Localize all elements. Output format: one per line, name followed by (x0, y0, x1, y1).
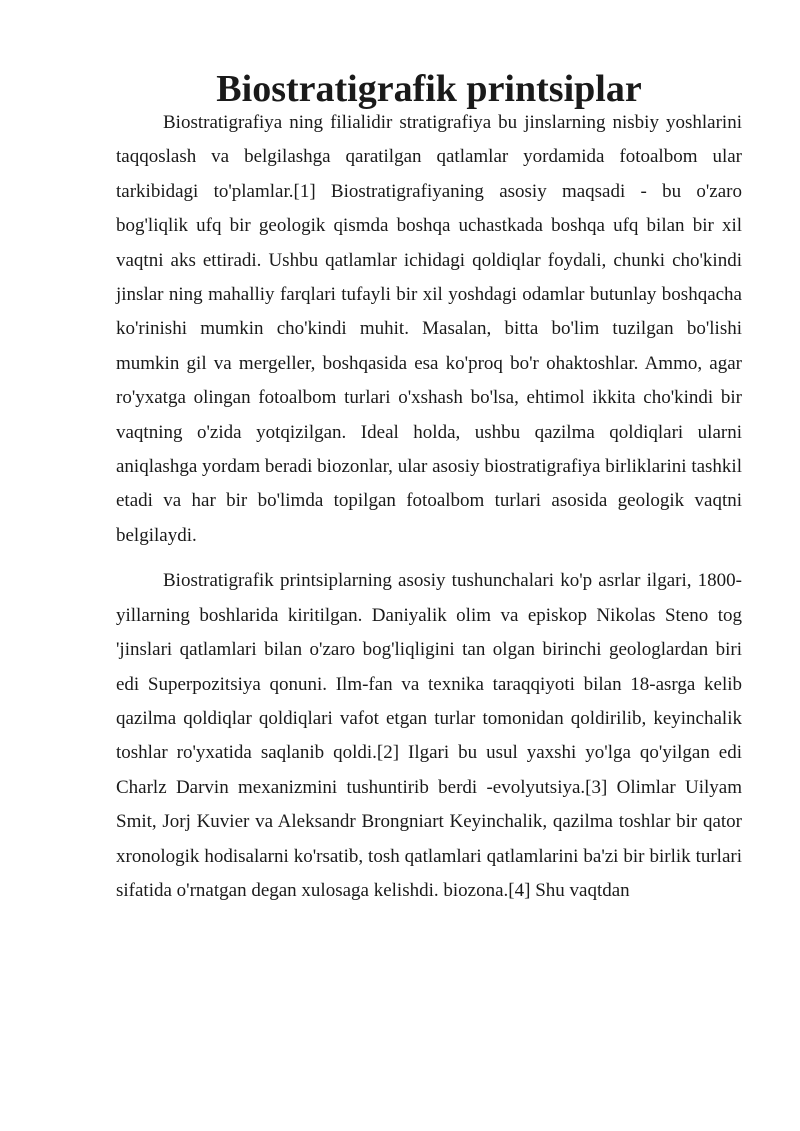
paragraph-1: Biostratigrafiya ning filialidir stratigrafiya bu jinslarning nisbiy yoshlarini taqqoslash va belgilashga qaratilgan qatlamlar yordamida fotoalbom ular tarkibidagi to'plamlar.[1] Biostratigrafiyaning asosiy maqsadi - bu o'zaro bog'liqlik ufq bir geologik qismda boshqa uchastkada boshqa ufq bilan bir xil vaqtni aks ettiradi. Ushbu qatlamlar ichidagi qoldiqlar foydali, chunki cho'kindi jinslar ning mahalliy farqlari tufayli bir xil yoshdagi odamlar butunlay boshqacha ko'rinishi mumkin cho'kindi muhit. Masalan, bitta bo'lim tuzilgan bo'lishi mumkin gil va mergeller, boshqasida esa ko'proq bo'r ohaktoshlar. Ammo, agar ro'yxatga olingan fotoalbom turlari o'xshash bo'lsa, ehtimol ikkita cho'kindi bir vaqtning o'zida yotqizilgan. Ideal holda, ushbu qazilma qoldiqlari ularni aniqlashga yordam beradi biozonlar, ular asosiy biostratigrafiya birliklarini tashkil etadi va har bir bo'limda topilgan fotoalbom turlari asosida geologik vaqtni belgilaydi. (116, 112, 742, 546)
document-body (116, 68, 742, 908)
document-title: Biostratigrafik printsiplar (216, 68, 642, 110)
paragraph-2: Biostratigrafik printsiplarning asosiy tushunchalari ko'p asrlar ilgari, 1800-yillarning boshlarida kiritilgan. Daniyalik olim va episkop Nikolas Steno tog 'jinslari qatlamlari bilan o'zaro bog'liqligini tan olgan birinchi geologlardan biri edi Superpozitsiya qonuni. Ilm-fan va texnika taraqqiyoti bilan 18-asrga kelib qazilma qoldiqlar qoldiqlari vafot etgan turlar tomonidan qoldirilib, keyinchalik toshlar ro'yxatida saqlanib qoldi.[2] Ilgari bu usul yaxshi yo'lga qo'yilgan edi Charlz Darvin mexanizmini tushuntirib berdi -evolyutsiya.[3] Olimlar Uilyam Smit, Jorj Kuvier va Aleksandr Brongniart Keyinchalik, qazilma toshlar bir qator xronologik hodisalarni ko'rsatib, tosh qatlamlari qatlamlarini ba'zi bir birlik turlari sifatida o'rnatgan degan xulosaga kelishdi. biozona.[4] Shu vaqtdan (116, 570, 742, 901)
